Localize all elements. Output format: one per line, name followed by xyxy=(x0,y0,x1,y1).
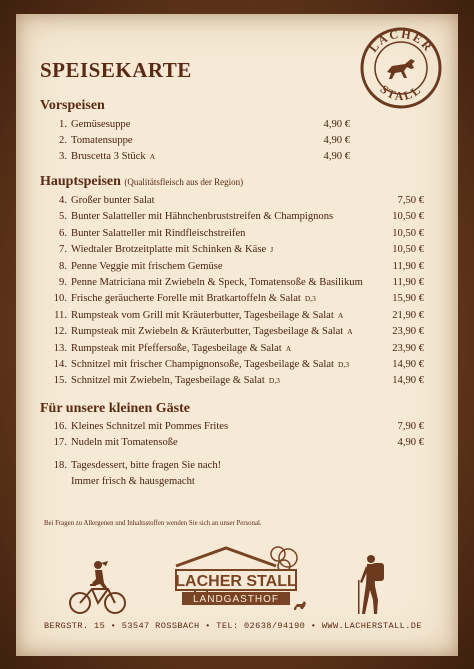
menu-item-name xyxy=(71,324,353,340)
menu-item-price: 7,50 € xyxy=(397,195,424,206)
menu-item-name-text: Nudeln mit Tomatensoße xyxy=(71,437,178,448)
menu-item-name-text: Tomatensuppe xyxy=(71,135,133,146)
menu-item-price: 21,90 € xyxy=(392,309,424,321)
menu-item-name xyxy=(71,291,316,307)
menu-item-name xyxy=(71,419,228,435)
menu-item-name xyxy=(71,133,133,149)
logo-sub-text: LANDGASTHOF xyxy=(192,594,280,605)
menu-item xyxy=(40,291,424,307)
section-hauptspeisen-heading xyxy=(40,174,243,190)
menu-item xyxy=(40,341,424,357)
menu-item-name-text: Wiedtaler Brotzeitplatte mit Schinken & Käse xyxy=(71,244,267,256)
menu-item-price: 4,90 € xyxy=(323,119,350,130)
menu-item-number: 6. xyxy=(59,227,67,239)
menu-item-price: 15,90 € xyxy=(392,293,424,305)
menu-item xyxy=(40,149,424,165)
menu-item-allergen: A xyxy=(285,343,292,353)
menu-item-name-text: Schnitzel mit frischer Champignonsoße, Tagesbeilage & Salat xyxy=(71,359,334,370)
menu-item xyxy=(40,419,424,435)
allergy-note: Bei Fragen zu Allergenen und Inhaltsstoffen wenden Sie sich an unser Personal. xyxy=(44,520,262,527)
menu-item xyxy=(40,117,424,133)
section-kinder-heading: Für unsere kleinen Gäste xyxy=(40,401,190,416)
menu-item-name xyxy=(71,373,280,389)
menu-item-name xyxy=(71,259,223,275)
menu-item xyxy=(40,209,424,225)
menu-item-price: 4,90 € xyxy=(323,135,350,146)
menu-item xyxy=(40,259,424,275)
menu-item-name xyxy=(71,193,155,209)
menu-item-name-text: Schnitzel mit Zwiebeln, Tagesbeilage & Salat xyxy=(71,375,265,387)
menu-item-name xyxy=(71,242,273,258)
menu-item-name xyxy=(71,209,333,225)
menu-item-allergen: D,3 xyxy=(268,376,280,386)
svg-text:LACHER xyxy=(366,27,436,55)
section-vorspeisen-heading: Vorspeisen xyxy=(40,98,105,113)
lacher-stall-stamp xyxy=(359,26,443,110)
landgasthof-logo xyxy=(166,544,306,616)
menu-item-allergen: D,3 xyxy=(337,360,350,369)
menu-item-number: 7. xyxy=(59,244,67,256)
menu-item-name xyxy=(71,357,349,373)
menu-item-name-text: Bruscetta 3 Stück xyxy=(71,151,146,162)
dessert-line-2: Immer frisch & hausgemacht xyxy=(71,476,195,487)
menu-item-name xyxy=(71,149,155,165)
menu-item-price: 7,90 € xyxy=(397,421,424,432)
hauptspeisen-note: (Qualitätsfleisch aus der Region) xyxy=(124,177,244,187)
menu-item-allergen: A xyxy=(347,327,353,337)
menu-item-number: 13. xyxy=(53,342,67,354)
menu-paper xyxy=(16,14,458,656)
menu-item-allergen: A xyxy=(337,310,344,320)
menu-item-number: 10. xyxy=(53,293,67,305)
menu-item-name-text: Penne Veggie mit frischem Gemüse xyxy=(71,260,223,272)
menu-item xyxy=(40,357,424,373)
horse-icon xyxy=(387,59,415,79)
menu-item-price: 4,90 € xyxy=(397,437,424,448)
menu-item-price: 14,90 € xyxy=(392,359,424,370)
dessert-line-1: Tagesdessert, bitte fragen Sie nach! xyxy=(71,460,222,471)
menu-item-name-text: Rumpsteak mit Zwiebeln & Kräuterbutter, Tagesbeilage & Salat xyxy=(71,326,344,338)
menu-item xyxy=(40,275,424,291)
logo-main-text: LACHER STALL xyxy=(175,573,297,590)
menu-item-number: 17. xyxy=(53,437,67,448)
menu-item-price: 10,50 € xyxy=(392,244,424,256)
menu-item-name-text: Gemüsesuppe xyxy=(71,119,131,130)
menu-item-price: 23,90 € xyxy=(392,326,424,338)
menu-item-name-text: Bunter Salatteller mit Rindfleischstreifen xyxy=(71,227,246,239)
dog-icon xyxy=(294,601,306,610)
menu-item-name-text: Penne Matriciana mit Zwiebeln & Speck, Tomatensoße & Basilikum xyxy=(71,277,363,288)
menu-item-allergen: A xyxy=(149,152,156,161)
menu-item-number: 14. xyxy=(53,359,67,370)
menu-item-number: 1. xyxy=(59,119,67,130)
page-title: SPEISEKARTE xyxy=(40,58,192,82)
menu-item-price: 10,50 € xyxy=(392,211,424,223)
menu-item-number: 11. xyxy=(54,309,67,321)
menu-item xyxy=(40,435,424,451)
menu-item-name-text: Kleines Schnitzel mit Pommes Frites xyxy=(71,421,229,432)
menu-item-name-text: Großer bunter Salat xyxy=(71,195,155,206)
menu-item-allergen: J xyxy=(270,245,274,255)
menu-item-name-text: Rumpsteak vom Grill mit Kräuterbutter, Tagesbeilage & Salat xyxy=(71,309,334,321)
menu-item-number: 15. xyxy=(53,375,67,387)
hiker-icon xyxy=(356,554,390,616)
menu-item xyxy=(40,193,424,209)
menu-item-number: 12. xyxy=(53,326,67,338)
menu-item-name xyxy=(71,435,178,451)
menu-item-number: 5. xyxy=(59,211,67,223)
menu-item xyxy=(40,373,424,389)
menu-item-number: 2. xyxy=(59,135,67,146)
menu-item-number: 16. xyxy=(53,421,67,432)
svg-text:STALL xyxy=(377,82,424,103)
menu-item-price: 4,90 € xyxy=(323,151,350,162)
dessert-number: 18. xyxy=(53,460,67,471)
menu-item-number: 8. xyxy=(59,260,67,272)
stamp-top-text: LACHER xyxy=(365,26,437,55)
menu-item xyxy=(40,308,424,324)
menu-item xyxy=(40,324,424,340)
hauptspeisen-heading-text: Hauptspeisen xyxy=(40,174,121,189)
menu-item-price: 10,50 € xyxy=(392,227,424,239)
menu-item xyxy=(40,133,424,149)
menu-item-number: 4. xyxy=(59,195,67,206)
stamp-bottom-text: STALL xyxy=(377,81,425,104)
menu-item-price: 11,90 € xyxy=(392,277,424,288)
menu-item-name xyxy=(71,226,245,242)
menu-item-price: 14,90 € xyxy=(392,375,424,387)
menu-item-price: 23,90 € xyxy=(392,342,424,354)
menu-item-name-text: Frische geräucherte Forelle mit Bratkartoffeln & Salat xyxy=(71,293,301,305)
footer-contact: BERGSTR. 15 • 53547 ROSSBACH • TEL: 02638/94190 • WWW.LACHERSTALL.DE xyxy=(44,621,422,631)
menu-item xyxy=(40,226,424,242)
menu-item-name xyxy=(71,308,343,324)
menu-item-number: 9. xyxy=(59,277,67,288)
menu-item-name xyxy=(71,117,130,133)
cyclist-icon xyxy=(68,559,128,617)
menu-item xyxy=(40,242,424,258)
menu-item-name xyxy=(71,275,363,291)
menu-item-name-text: Rumpsteak mit Pfeffersoße, Tagesbeilage & Salat xyxy=(71,342,282,354)
menu-item-allergen: D,3 xyxy=(304,294,316,304)
menu-item-price: 11,90 € xyxy=(392,260,424,272)
menu-item-number: 3. xyxy=(59,151,67,162)
menu-item-name xyxy=(71,341,291,357)
menu-item-name-text: Bunter Salatteller mit Hähnchenbruststreifen & Champignons xyxy=(71,211,334,223)
